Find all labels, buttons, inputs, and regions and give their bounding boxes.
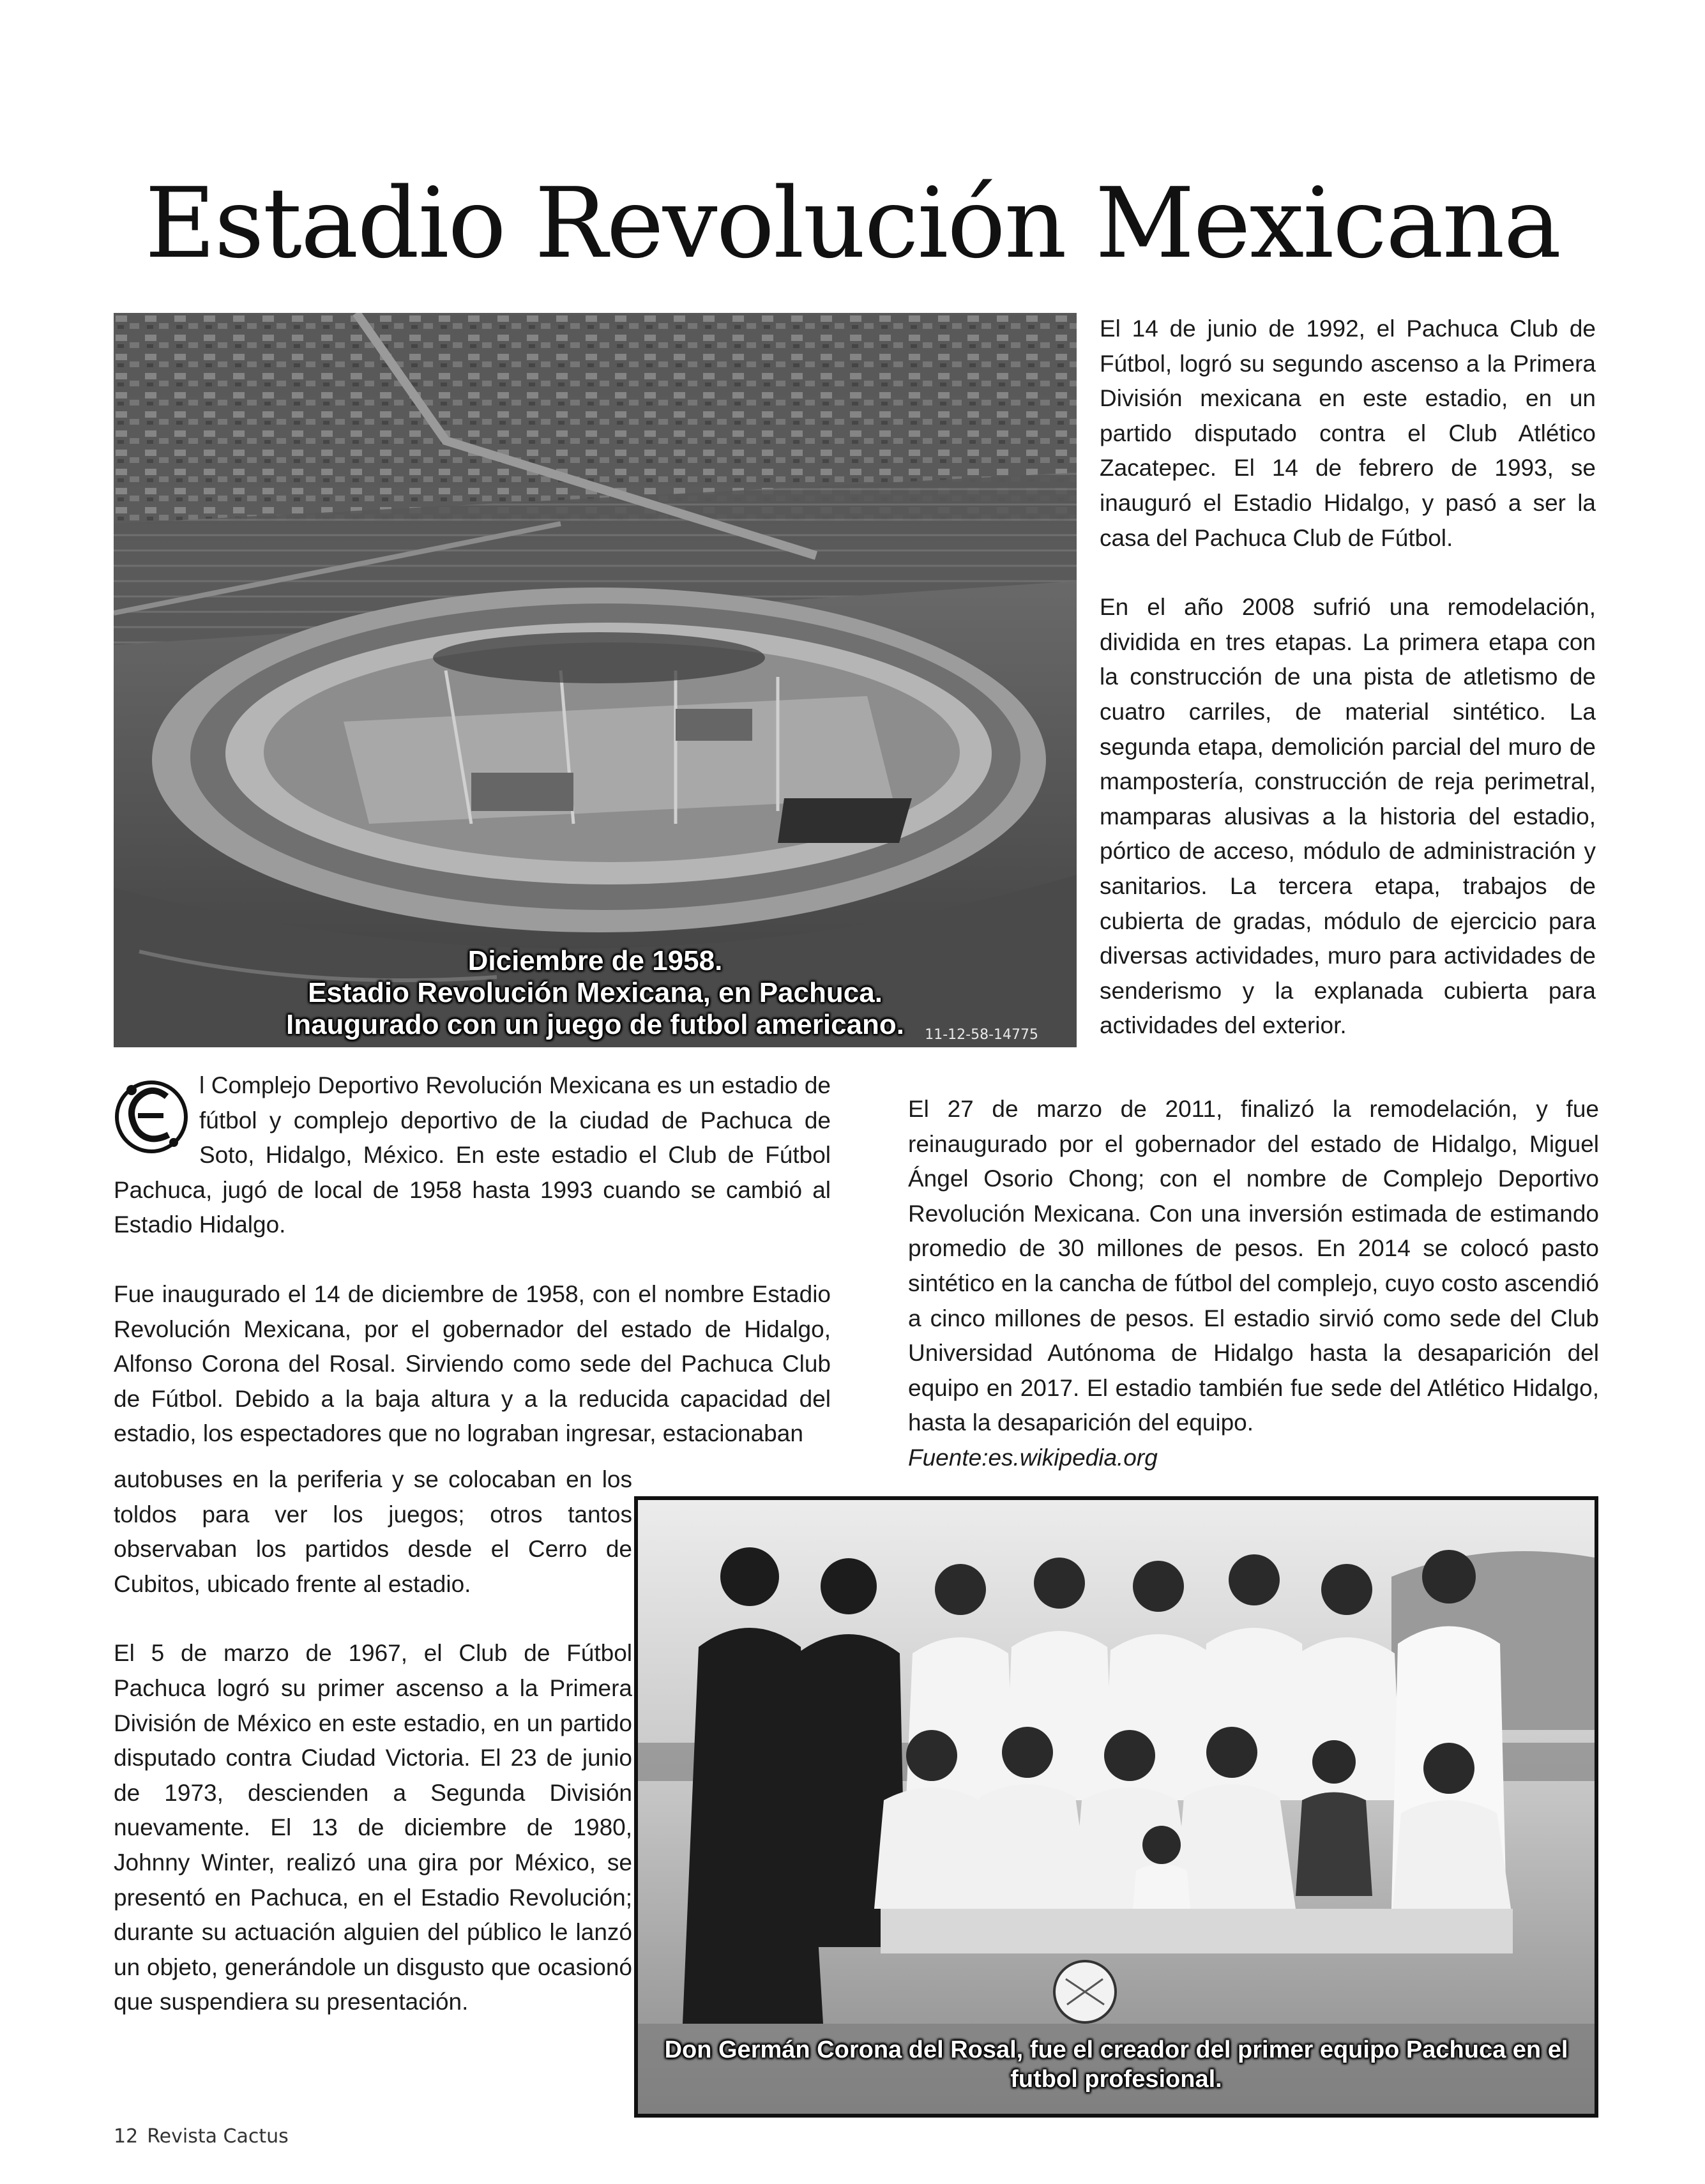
team-photo [634,1496,1598,2118]
paragraph: El 27 de marzo de 2011, finalizó la remodelación, y fue reinaugurado por el gobernador del estado de Hidalgo, Miguel Ángel Osorio Chong; con el nombre de Complejo Deportivo Revolución Mexicana. Con una inversión estimada de estimando promedio de 30 millones de pesos. En 2014 se colocó pasto sintético en la cancha de fútbol del complejo, cuyo costo ascendió a cinco millones de pesos. El estadio sirvió como sede del Club Universidad Autónoma de Hidalgo hasta la desaparición del equipo en 2017. El estadio también fue sede del Atlético Hidalgo, hasta la desaparición del equipo. [908,1096,1599,1436]
paragraph: Fue inaugurado el 14 de diciembre de 1958, con el nombre Estadio Revolución Mexicana, por el gobernador del estado de Hidalgo, Alfonso Corona del Rosal. Sirviendo como sede del Pachuca Club de Fútbol. Debido a la baja altura y a la reducida capacidad del estadio, los espectadores que no lograban ingresar, estacionaban [114,1280,831,1447]
middle-right-text [908,1092,1599,1476]
magazine-name: Revista Cactus [147,2125,289,2148]
right-column-text [1100,312,1596,1043]
paragraph: El 5 de marzo de 1967, el Club de Fútbol Pachuca logró su primer ascenso a la Primera División de México en este estadio, en un partido disputado contra Ciudad Victoria. El 23 de junio de 1973, descienden a Segunda División nuevamente. El 13 de diciembre de 1980, Johnny Winter, realizó una gira por México, se presentó en Pachuca, en el Estadio Revolución; durante su actuación alguien del público le lanzó un objeto, generándole un disgusto que ocasionó que suspendiera su presentación. [114,1640,632,2015]
caption-line: Inaugurado con un juego de futbol americano. [285,1009,905,1040]
paragraph: autobuses en la periferia y se colocaban en los toldos para ver los juegos; otros tantos observaban los partidos desde el Cerro de Cubitos, ubicado frente al estadio. [114,1466,632,1597]
caption-line: futbol profesional. [1010,2066,1222,2093]
article-title: Estadio Revolución Mexicana [144,167,1561,280]
paragraph: En el año 2008 sufrió una remodelación, dividida en tres etapas. La primera etapa con la construcción de una pista de atletismo de cuatro carriles, de material sintético. La segunda etapa, demolición parcial del muro de mampostería, construcción de reja perimetral, mamparas alusivas a la historia del estadio, pórtico de acceso, módulo de administración y sanitarios. La tercera etapa, trabajos de cubierta de gradas, módulo de ejercicio para diversas actividades, muro para actividades de senderismo y la explanada cubierta para actividades del exterior. [1100,594,1596,1039]
page-number: 12 [114,2125,139,2148]
paragraph-intro [114,1068,831,1243]
source-credit: Fuente:es.wikipedia.org [908,1444,1158,1471]
caption-line: Don Germán Corona del Rosal, fue el creador del primer equipo Pachuca en el [664,2036,1568,2063]
left-column-text [114,1068,831,1452]
paragraph: El 14 de junio de 1992, el Pachuca Club de Fútbol, logró su segundo ascenso a la Primera División mexicana en este estadio, en un partido disputado contra el Club Atlético Zacatepec. El 14 de febrero de 1993, se inauguró el Estadio Hidalgo, y pasó a ser la casa del Pachuca Club de Fútbol. [1100,315,1596,551]
ornamental-dropcap-icon [112,1071,190,1160]
page-footer [114,2125,289,2148]
team-photo-caption [638,2035,1595,2094]
caption-line: Diciembre de 1958. [467,945,723,976]
left-column-narrow [114,1462,632,2020]
stadium-aerial-photo [114,313,1077,1047]
intro-text: l Complejo Deportivo Revolución Mexicana es un estadio de fútbol y complejo deportivo de la ciudad de Pachuca de Soto, Hidalgo, México. En este estadio el Club de Fútbol Pachuca, jugó de local de 1958 hasta 1993 cuando se cambió al Estadio Hidalgo. [114,1072,831,1238]
caption-line: Estadio Revolución Mexicana, en Pachuca. [308,977,883,1008]
photo-stamp: 11-12-58-14775 [925,1027,1038,1043]
